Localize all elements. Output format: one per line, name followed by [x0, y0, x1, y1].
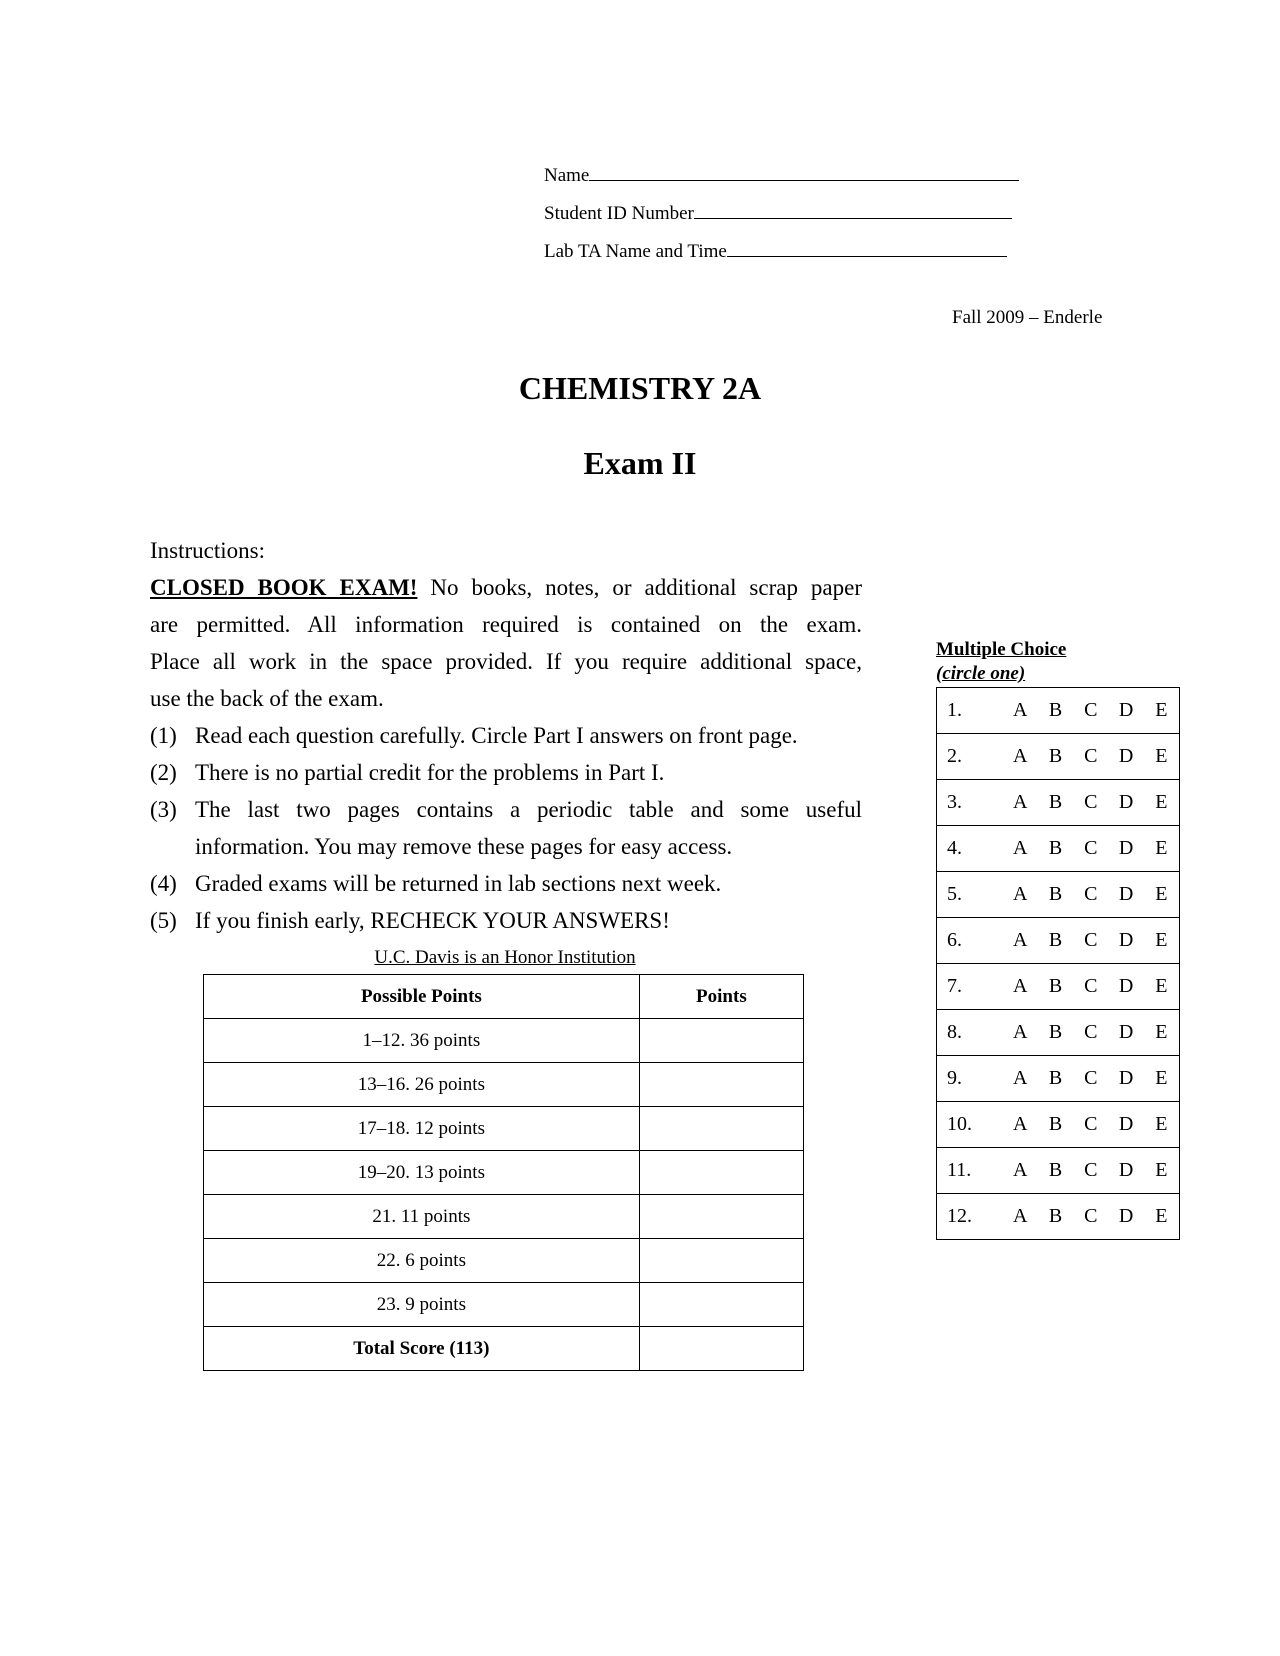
mc-option[interactable]: C [1073, 688, 1108, 734]
table-row [204, 1327, 804, 1371]
mc-question-number: 7. [937, 964, 1003, 1010]
mc-option[interactable]: B [1038, 734, 1073, 780]
table-row [204, 1063, 804, 1107]
mc-option[interactable]: B [1038, 1148, 1073, 1194]
mc-question-number: 12. [937, 1194, 1003, 1240]
total-points-cell[interactable] [639, 1327, 803, 1371]
table-row [204, 1283, 804, 1327]
table-row [204, 1195, 804, 1239]
score-table [203, 974, 804, 1371]
mc-question-number: 6. [937, 918, 1003, 964]
possible-points-cell: 21. 11 points [204, 1195, 640, 1239]
lab-ta-blank[interactable] [727, 238, 1007, 257]
mc-option[interactable]: E [1144, 1148, 1180, 1194]
mc-row [937, 826, 1180, 872]
instructions-line3: Place all work in the space provided. If you require additional space, [150, 649, 862, 674]
mc-option[interactable]: C [1073, 1056, 1108, 1102]
mc-option[interactable]: C [1073, 1010, 1108, 1056]
mc-option[interactable]: D [1108, 1194, 1143, 1240]
mc-option[interactable]: C [1073, 780, 1108, 826]
honor-statement: U.C. Davis is an Honor Institution [374, 947, 636, 968]
mc-option[interactable]: C [1073, 1148, 1108, 1194]
mc-option[interactable]: A [1003, 826, 1038, 872]
mc-option[interactable]: D [1108, 918, 1143, 964]
mc-option[interactable]: D [1108, 872, 1143, 918]
student-id-field[interactable] [544, 200, 1012, 225]
term-label: Fall 2009 – Enderle [952, 307, 1103, 328]
mc-option[interactable]: D [1108, 1148, 1143, 1194]
mc-option[interactable]: C [1073, 1102, 1108, 1148]
total-score-cell: Total Score (113) [204, 1327, 640, 1371]
course-title: CHEMISTRY 2A [518, 370, 762, 406]
points-cell[interactable] [639, 1151, 803, 1195]
mc-option[interactable]: E [1144, 1102, 1180, 1148]
possible-points-header: Possible Points [204, 975, 640, 1019]
instructions-line2: are permitted. All information required is contained on the exam. [150, 612, 862, 637]
item-text: The last two pages contains a periodic table and some useful [195, 797, 862, 822]
mc-option[interactable]: B [1038, 1194, 1073, 1240]
mc-question-number: 5. [937, 872, 1003, 918]
item-text: There is no partial credit for the problems in Part I. [195, 760, 665, 785]
instruction-item [150, 754, 862, 791]
mc-option[interactable]: E [1144, 1056, 1180, 1102]
mc-option[interactable]: B [1038, 1102, 1073, 1148]
possible-points-cell: 1–12. 36 points [204, 1019, 640, 1063]
mc-question-number: 4. [937, 826, 1003, 872]
name-field[interactable] [544, 162, 1019, 187]
points-cell[interactable] [639, 1195, 803, 1239]
instructions-block [150, 532, 862, 939]
mc-option[interactable]: D [1108, 1102, 1143, 1148]
mc-option[interactable]: A [1003, 1056, 1038, 1102]
mc-option[interactable]: A [1003, 734, 1038, 780]
mc-option[interactable]: C [1073, 1194, 1108, 1240]
mc-option[interactable]: A [1003, 1010, 1038, 1056]
mc-option[interactable]: C [1073, 918, 1108, 964]
mc-option[interactable]: E [1144, 734, 1180, 780]
table-row [204, 1151, 804, 1195]
mc-option[interactable]: B [1038, 1010, 1073, 1056]
mc-option[interactable]: D [1108, 1056, 1143, 1102]
multiple-choice-heading: Multiple Choice [936, 639, 1067, 660]
table-row [204, 1107, 804, 1151]
mc-row [937, 780, 1180, 826]
mc-option[interactable]: C [1073, 734, 1108, 780]
mc-option[interactable]: A [1003, 918, 1038, 964]
instructions-line4: use the back of the exam. [150, 686, 384, 711]
mc-option[interactable]: A [1003, 780, 1038, 826]
lab-ta-field[interactable] [544, 238, 1007, 263]
student-id-blank[interactable] [694, 200, 1012, 219]
item-number: (3) [150, 797, 177, 822]
mc-row [937, 1056, 1180, 1102]
mc-option[interactable]: D [1108, 780, 1143, 826]
item-number: (2) [150, 760, 177, 785]
mc-option[interactable]: B [1038, 780, 1073, 826]
item-text-continued: information. You may remove these pages for easy access. [195, 834, 733, 859]
mc-option[interactable]: B [1038, 964, 1073, 1010]
mc-question-number: 10. [937, 1102, 1003, 1148]
exam-title: Exam II [583, 445, 697, 481]
mc-question-number: 11. [937, 1148, 1003, 1194]
mc-option[interactable]: D [1108, 964, 1143, 1010]
item-text: Graded exams will be returned in lab sections next week. [195, 871, 722, 896]
mc-option[interactable]: E [1144, 872, 1180, 918]
instruction-item [150, 717, 862, 754]
instruction-item [150, 865, 862, 902]
table-row [204, 1239, 804, 1283]
mc-question-number: 3. [937, 780, 1003, 826]
table-row [204, 1019, 804, 1063]
points-cell[interactable] [639, 1239, 803, 1283]
mc-option[interactable]: A [1003, 688, 1038, 734]
mc-option[interactable]: E [1144, 688, 1180, 734]
mc-question-number: 2. [937, 734, 1003, 780]
mc-option[interactable]: B [1038, 688, 1073, 734]
student-id-label: Student ID Number [544, 203, 694, 224]
mc-option[interactable]: A [1003, 872, 1038, 918]
mc-option[interactable]: A [1003, 1102, 1038, 1148]
instruction-item [150, 791, 862, 865]
item-number: (5) [150, 908, 177, 933]
mc-option[interactable]: C [1073, 964, 1108, 1010]
mc-row [937, 1194, 1180, 1240]
points-cell[interactable] [639, 1019, 803, 1063]
mc-option[interactable]: E [1144, 780, 1180, 826]
mc-option[interactable]: E [1144, 826, 1180, 872]
mc-row [937, 872, 1180, 918]
mc-option[interactable]: D [1108, 826, 1143, 872]
mc-option[interactable]: D [1108, 688, 1143, 734]
points-header: Points [639, 975, 803, 1019]
mc-option[interactable]: D [1108, 1010, 1143, 1056]
points-cell[interactable] [639, 1283, 803, 1327]
mc-option[interactable]: E [1144, 964, 1180, 1010]
instruction-item [150, 902, 862, 939]
mc-row [937, 1010, 1180, 1056]
possible-points-cell: 17–18. 12 points [204, 1107, 640, 1151]
mc-option[interactable]: E [1144, 918, 1180, 964]
mc-row [937, 964, 1180, 1010]
closed-book-label: CLOSED BOOK EXAM! [150, 575, 418, 600]
mc-row [937, 1148, 1180, 1194]
mc-option[interactable]: A [1003, 1194, 1038, 1240]
mc-option[interactable]: C [1073, 826, 1108, 872]
points-cell[interactable] [639, 1107, 803, 1151]
instructions-line1-text: No books, notes, or additional scrap paper [430, 575, 862, 600]
mc-question-number: 8. [937, 1010, 1003, 1056]
mc-option[interactable]: E [1144, 1010, 1180, 1056]
mc-option[interactable]: A [1003, 1148, 1038, 1194]
possible-points-cell: 19–20. 13 points [204, 1151, 640, 1195]
mc-row [937, 918, 1180, 964]
instructions-paragraph-line1 [150, 569, 862, 606]
points-cell[interactable] [639, 1063, 803, 1107]
possible-points-cell: 22. 6 points [204, 1239, 640, 1283]
lab-ta-label: Lab TA Name and Time [544, 241, 727, 262]
mc-option[interactable]: D [1108, 734, 1143, 780]
mc-option[interactable]: B [1038, 872, 1073, 918]
mc-row [937, 734, 1180, 780]
mc-option[interactable]: C [1073, 872, 1108, 918]
item-text: If you finish early, RECHECK YOUR ANSWERS! [195, 908, 670, 933]
item-number: (1) [150, 723, 177, 748]
instructions-heading: Instructions: [150, 538, 265, 563]
multiple-choice-title [936, 638, 1066, 686]
multiple-choice-subtitle: (circle one) [936, 663, 1026, 684]
possible-points-cell: 13–16. 26 points [204, 1063, 640, 1107]
mc-row [937, 688, 1180, 734]
mc-option[interactable]: B [1038, 826, 1073, 872]
mc-option[interactable]: E [1144, 1194, 1180, 1240]
mc-option[interactable]: A [1003, 964, 1038, 1010]
name-blank[interactable] [589, 162, 1019, 181]
item-number: (4) [150, 871, 177, 896]
mc-row [937, 1102, 1180, 1148]
mc-question-number: 9. [937, 1056, 1003, 1102]
item-text: Read each question carefully. Circle Part I answers on front page. [195, 723, 798, 748]
mc-option[interactable]: B [1038, 918, 1073, 964]
mc-option[interactable]: B [1038, 1056, 1073, 1102]
name-label: Name [544, 165, 590, 186]
possible-points-cell: 23. 9 points [204, 1283, 640, 1327]
multiple-choice-table [936, 687, 1180, 1240]
mc-question-number: 1. [937, 688, 1003, 734]
